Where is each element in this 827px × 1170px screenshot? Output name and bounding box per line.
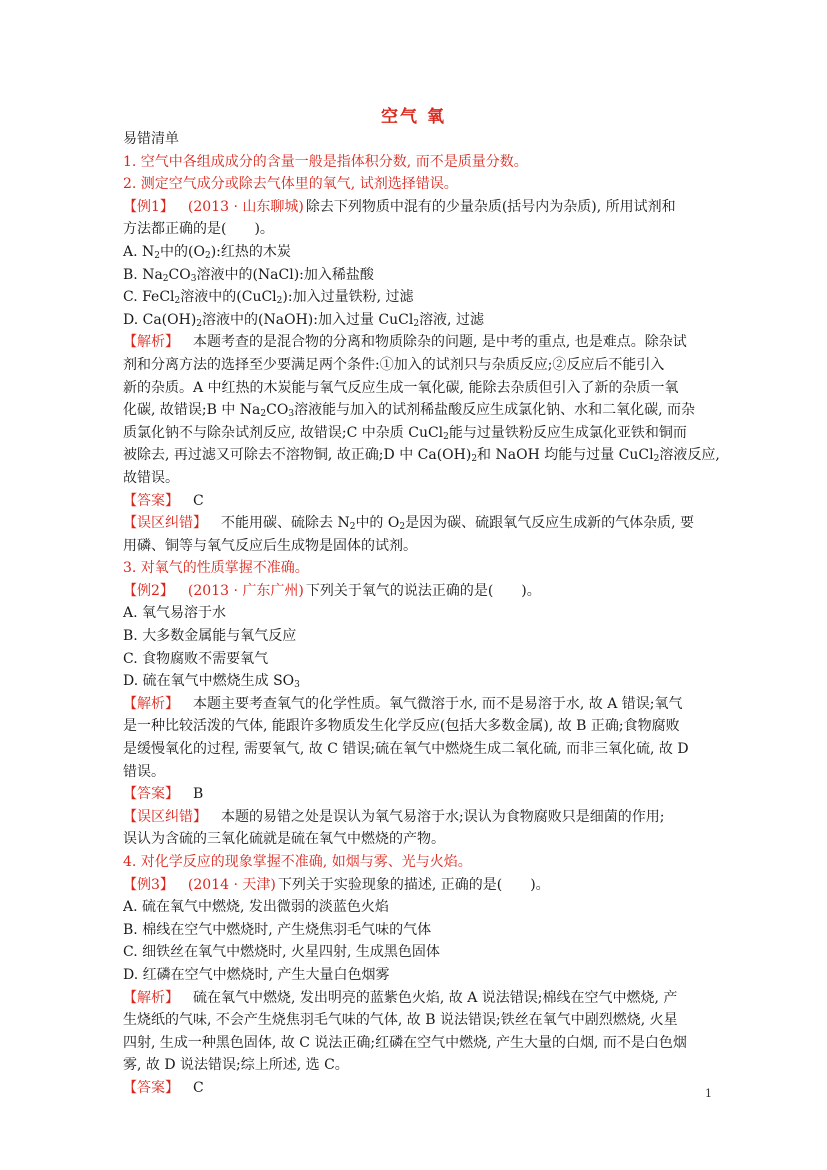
page-number: 1 — [705, 1087, 712, 1100]
mistake-tag: 【误区纠错】 — [123, 515, 207, 532]
option-b: B. 大多数金属能与氧气反应 — [123, 628, 297, 645]
mistake-point-1: 1. 空气中各组成成分的含量一般是指体积分数, 而不是质量分数。 — [123, 153, 528, 170]
example-source: (2014 · 天津) — [187, 876, 276, 893]
mistake-point-4: 4. 对化学反应的现象掌握不准确, 如烟与雾、光与火焰。 — [123, 854, 472, 870]
analysis-line: 被除去, 再过滤又可除去不溶物铜, 故正确;D 中 $Ca(OH)_2$和 NaOH 均能与过量 CuCl$_2$溶液反应, — [123, 447, 720, 465]
option-c: C. 细铁丝在氧气中燃烧时, 火星四射, 生成黑色固体 — [123, 944, 440, 961]
analysis-line: 【解析】 硫在氧气中燃烧, 发出明亮的蓝紫色火焰, 故 A 说法错误;棉线在空气中燃烧, 产 — [123, 989, 678, 1006]
answer-value: C — [193, 492, 204, 509]
example-2-question: 【例2】 (2013 · 广东广州) 下列关于氧气的说法正确的是( )。 — [123, 582, 541, 599]
section-heading: 易错清单 — [123, 131, 179, 147]
mistake-tag: 【误区纠错】 — [123, 808, 207, 825]
example-source: (2013 · 山东聊城) — [187, 198, 304, 215]
mistake-correction-line: 【误区纠错】 不能用碳、硫除去 $N_2$中的 $O_2$是因为碳、硫跟氧气反应生成新的气体杂质, 要 — [123, 515, 695, 533]
example-tag: 【例2】 — [123, 582, 174, 599]
option-d: D. $Ca(OH)_2$溶液中的(NaOH):加入过量 CuCl$_2$溶液, 过滤 — [123, 311, 484, 329]
answer-line — [123, 490, 703, 513]
answer-tag: 【答案】 — [123, 786, 179, 803]
answer-tag: 【答案】 — [123, 1079, 179, 1096]
option-d: D. 硫在氧气中燃烧生成 $SO_3$ — [123, 673, 300, 691]
mistake-point-2: 2. 测定空气成分或除去气体里的氧气, 试剂选择错误。 — [123, 176, 458, 193]
option-a: A. 硫在氧气中燃烧, 发出微弱的淡蓝色火焰 — [123, 899, 389, 916]
analysis-line: 是一种比较活泼的气体, 能跟许多物质发生化学反应(包括大多数金属), 故 B 正确;食物腐败 — [123, 718, 680, 735]
answer-value: C — [193, 1079, 204, 1096]
mistake-correction-line: 【误区纠错】 本题的易错之处是误认为氧气易溶于水;误认为食物腐败只是细菌的作用; — [123, 808, 665, 825]
analysis-line: 质氯化钠不与除杂试剂反应, 故错误;C 中杂质 CuCl$_2$能与过量铁粉反应生成氯化亚铁和铜而 — [123, 424, 687, 442]
example-1-question: 【例1】 (2013 · 山东聊城) 除去下列物质中混有的少量杂质(括号内为杂质), 所用试剂和 — [123, 198, 676, 215]
mistake-correction-line: 误认为含硫的三氧化硫就是硫在氧气中燃烧的产物。 — [123, 831, 445, 848]
analysis-tag: 【解析】 — [123, 989, 179, 1006]
example-1-question-cont: 方法都正确的是( )。 — [123, 221, 274, 238]
mistake-correction-line: 用磷、铜等与氧气反应后生成物是固体的试剂。 — [123, 537, 417, 554]
analysis-line: 剂和分离方法的选择至少要满足两个条件:①加入的试剂只与杂质反应;②反应后不能引入 — [123, 356, 665, 373]
example-tag: 【例1】 — [123, 198, 174, 215]
analysis-tag: 【解析】 — [123, 334, 179, 351]
answer-line — [123, 1077, 703, 1100]
example-tag: 【例3】 — [123, 876, 174, 893]
option-a: A. $N_2$中的$(O_2)$:红热的木炭 — [123, 243, 291, 261]
analysis-tag: 【解析】 — [123, 695, 179, 712]
analysis-line: 四射, 生成一种黑色固体, 故 C 说法正确;红磷在空气中燃烧, 产生大量的白烟, 而不是白色烟 — [123, 1034, 687, 1051]
option-a: A. 氧气易溶于水 — [123, 605, 227, 622]
analysis-line: 生烧纸的气味, 不会产生烧焦羽毛气味的气体, 故 B 说法错误;铁丝在氧气中剧烈燃烧, 火星 — [123, 1012, 678, 1029]
analysis-line: 【解析】 本题考查的是混合物的分离和物质除杂的问题, 是中考的重点, 也是难点。除杂试 — [123, 334, 687, 351]
answer-value: B — [193, 786, 204, 803]
example-3-question: 【例3】 (2014 · 天津) 下列关于实验现象的描述, 正确的是( )。 — [123, 876, 550, 893]
analysis-line: 化碳, 故错误;B 中 $Na_2CO_3$溶液能与加入的试剂稀盐酸反应生成氯化钠、水和二氧化碳, 而杂 — [123, 402, 695, 420]
answer-tag: 【答案】 — [123, 492, 179, 509]
example-source: (2013 · 广东广州) — [187, 582, 304, 599]
analysis-line: 是缓慢氧化的过程, 需要氧气, 故 C 错误;硫在氧气中燃烧生成二氧化硫, 而非三氧化硫, 故 D — [123, 741, 689, 758]
analysis-line: 错误。 — [123, 763, 165, 780]
option-b: B. 棉线在空气中燃烧时, 产生烧焦羽毛气味的气体 — [123, 921, 432, 938]
page-title: 空气 氧 — [381, 107, 446, 127]
option-d: D. 红磷在空气中燃烧时, 产生大量白色烟雾 — [123, 966, 390, 983]
analysis-line: 雾, 故 D 说法错误;综上所述, 选 C。 — [123, 1057, 349, 1074]
option-c: C. FeCl$_2$溶液中的(CuCl$_2$):加入过量铁粉, 过滤 — [123, 289, 414, 307]
analysis-line: 新的杂质。A 中红热的木炭能与氧气反应生成一氧化碳, 能除去杂质但引入了新的杂质一氧 — [123, 379, 679, 396]
mistake-point-3: 3. 对氧气的性质掌握不准确。 — [123, 560, 309, 577]
option-b: B. $Na_2CO_3$溶液中的(NaCl):加入稀盐酸 — [123, 266, 374, 284]
answer-line — [123, 783, 703, 806]
analysis-line: 故错误。 — [123, 469, 179, 486]
document-body — [123, 128, 720, 1100]
analysis-line: 【解析】 本题主要考查氧气的化学性质。氧气微溶于水, 而不是易溶于水, 故 A 错误;氧气 — [123, 695, 683, 712]
option-c: C. 食物腐败不需要氧气 — [123, 650, 269, 667]
